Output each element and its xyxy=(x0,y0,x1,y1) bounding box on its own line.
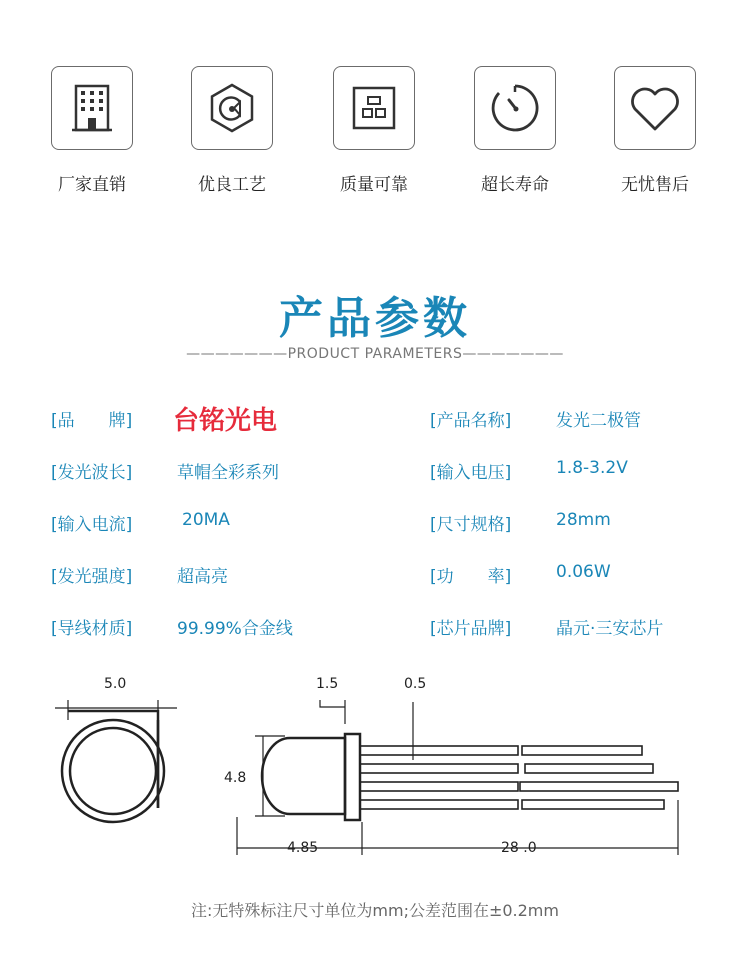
dim-lead: 0.5 xyxy=(404,676,427,692)
param-label-current: [输入电流] xyxy=(51,515,133,535)
dim-lead-length: 28 .0 xyxy=(501,840,537,856)
feature-quality xyxy=(314,66,434,195)
feature-label: 超长寿命 xyxy=(481,175,549,195)
feature-label: 厂家直销 xyxy=(58,175,126,195)
param-label-wire: [导线材质] xyxy=(51,619,133,639)
footnote: 注:无特殊标注尺寸单位为mm;公差范围在±0.2mm xyxy=(191,901,559,920)
quality-icon xyxy=(349,83,399,133)
feature-label: 优良工艺 xyxy=(198,175,266,195)
feature-after-sales xyxy=(595,66,715,195)
feature-box xyxy=(333,66,415,150)
param-label-power: [功 率] xyxy=(430,567,512,587)
feature-label: 质量可靠 xyxy=(340,175,408,195)
feature-craft xyxy=(172,66,292,195)
section-subtitle: ———————PRODUCT PARAMETERS——————— xyxy=(186,346,564,362)
param-label-product-name: [产品名称] xyxy=(430,411,512,431)
front-view xyxy=(62,711,164,822)
param-label-wavelength: [发光波长] xyxy=(51,463,133,483)
dim-body-length: 4.85 xyxy=(287,840,319,856)
param-label-intensity: [发光强度] xyxy=(51,567,133,587)
param-value-brand: 台铭光电 xyxy=(173,406,278,436)
timer-icon xyxy=(489,82,541,134)
param-label-brand: [品 牌] xyxy=(51,411,133,431)
param-value-size: 28mm xyxy=(556,510,611,530)
building-icon xyxy=(68,82,116,134)
param-value-wire: 99.99%合金线 xyxy=(177,619,293,639)
feature-box xyxy=(474,66,556,150)
section-title: 产品参数 xyxy=(279,293,471,344)
feature-box xyxy=(51,66,133,150)
leads xyxy=(360,746,678,809)
param-value-voltage: 1.8-3.2V xyxy=(556,458,628,478)
param-label-chip: [芯片品牌] xyxy=(430,619,512,639)
param-label-size: [尺寸规格] xyxy=(430,515,512,535)
param-label-voltage: [输入电压] xyxy=(430,463,512,483)
side-view xyxy=(262,734,360,820)
feature-box xyxy=(614,66,696,150)
param-value-intensity: 超高亮 xyxy=(177,567,228,587)
dim-diameter: 5.0 xyxy=(104,676,127,692)
feature-row xyxy=(0,66,750,206)
param-value-chip: 晶元·三安芯片 xyxy=(556,619,664,639)
param-value-power: 0.06W xyxy=(556,562,611,582)
dim-flange: 1.5 xyxy=(316,676,339,692)
param-value-current: 20MA xyxy=(182,510,230,530)
feature-factory-direct xyxy=(32,66,152,195)
param-value-product-name: 发光二极管 xyxy=(556,411,641,431)
dimension-drawing xyxy=(0,660,750,870)
param-value-wavelength: 草帽全彩系列 xyxy=(177,463,279,483)
feature-box xyxy=(191,66,273,150)
feature-long-life xyxy=(455,66,575,195)
hexagon-craft-icon xyxy=(206,82,258,134)
dim-height: 4.8 xyxy=(224,770,247,786)
heart-icon xyxy=(627,83,683,133)
feature-label: 无忧售后 xyxy=(621,175,689,195)
